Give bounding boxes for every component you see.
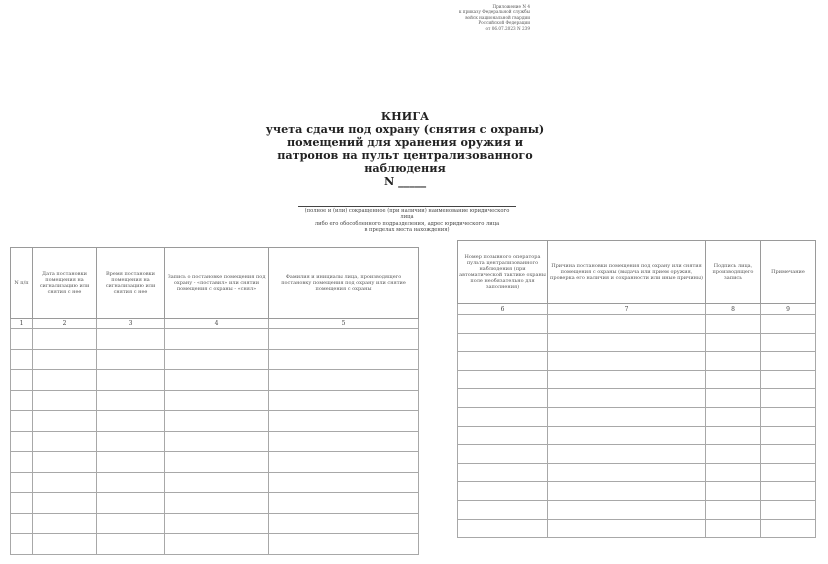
table-cell[interactable]	[548, 519, 706, 538]
table-row	[458, 370, 816, 389]
table-row	[11, 390, 419, 411]
title-line: N _____	[383, 174, 427, 188]
document-title	[260, 110, 550, 188]
table-cell[interactable]	[97, 329, 165, 350]
column-number: 6	[458, 304, 548, 315]
column-number-row	[11, 319, 419, 329]
column-number: 4	[165, 319, 269, 329]
table-row	[458, 482, 816, 501]
table-cell[interactable]	[548, 500, 706, 519]
table-cell[interactable]	[165, 431, 269, 452]
table-header-row	[11, 248, 419, 319]
table-cell[interactable]	[761, 463, 816, 482]
table-cell[interactable]	[706, 426, 761, 445]
table-cell[interactable]	[33, 431, 97, 452]
appendix-line: войск национальной гвардии	[465, 14, 530, 20]
column-header-reason: Причина постановки помещения под охрану или снятия помещения с охраны (выдача или прием оружия, проверка его наличия и сохранности или иные причины)	[548, 241, 706, 304]
table-cell[interactable]	[33, 329, 97, 350]
table-cell[interactable]	[33, 472, 97, 493]
table-cell[interactable]	[458, 426, 548, 445]
table-cell[interactable]	[165, 452, 269, 473]
table-cell[interactable]	[269, 431, 419, 452]
column-number: 5	[269, 319, 419, 329]
table-row	[458, 333, 816, 352]
table-row	[11, 431, 419, 452]
table-row	[458, 315, 816, 334]
table-cell[interactable]	[11, 411, 33, 432]
table-cell[interactable]	[269, 472, 419, 493]
title-line: учета сдачи под охрану (снятия с охраны)	[265, 122, 545, 136]
table-cell[interactable]	[165, 472, 269, 493]
table-cell[interactable]	[706, 352, 761, 371]
column-number: 2	[33, 319, 97, 329]
table-row	[11, 493, 419, 514]
caption-line: (полное и (или) сокращенное (при наличии) наименование юридического лица	[304, 208, 510, 221]
table-cell[interactable]	[706, 315, 761, 334]
title-line: наблюдения	[364, 161, 446, 175]
table-cell[interactable]	[11, 329, 33, 350]
appendix-line: Приложение N 4	[492, 4, 530, 9]
table-cell[interactable]	[33, 534, 97, 555]
table-cell[interactable]	[548, 463, 706, 482]
appendix-line: к приказу Федеральной службы	[458, 9, 530, 15]
column-header-record: Запись о постановке помещения под охрану - «поставил» или снятии помещения с охраны - «снял»	[165, 248, 269, 319]
table-cell[interactable]	[11, 472, 33, 493]
column-header-person: Фамилия и инициалы лица, производящего постановку помещения под охрану или снятие помещения с охраны	[269, 248, 419, 319]
table-row	[11, 329, 419, 350]
column-header-date: Дата постановки помещения на сигнализацию или снятия с нее	[33, 248, 97, 319]
table-cell[interactable]	[458, 370, 548, 389]
table-cell[interactable]	[548, 445, 706, 464]
table-header-row	[458, 241, 816, 304]
column-header-signature: Подпись лица, производящего запись	[706, 241, 761, 304]
table-cell[interactable]	[548, 370, 706, 389]
table-cell[interactable]	[165, 370, 269, 391]
table-cell[interactable]	[269, 411, 419, 432]
table-cell[interactable]	[11, 452, 33, 473]
table-cell[interactable]	[97, 534, 165, 555]
table-cell[interactable]	[548, 333, 706, 352]
column-number-row	[458, 304, 816, 315]
column-header-operator: Номер позывного оператора пульта централизованного наблюдения (при автоматической тактике охраны поле необязательно для заполнения)	[458, 241, 548, 304]
table-cell[interactable]	[761, 482, 816, 501]
table-row	[11, 534, 419, 555]
title-line: КНИГА	[380, 109, 430, 123]
table-cell[interactable]	[706, 407, 761, 426]
table-cell[interactable]	[706, 519, 761, 538]
table-cell[interactable]	[11, 493, 33, 514]
table-cell[interactable]	[458, 315, 548, 334]
table-cell[interactable]	[97, 370, 165, 391]
table-cell[interactable]	[33, 452, 97, 473]
table-cell[interactable]	[548, 482, 706, 501]
table-cell[interactable]	[97, 431, 165, 452]
title-line: патронов на пульт централизованного	[277, 148, 533, 162]
table-row	[458, 389, 816, 408]
table-cell[interactable]	[761, 333, 816, 352]
column-number: 9	[761, 304, 816, 315]
table-cell[interactable]	[97, 390, 165, 411]
table-cell[interactable]	[761, 370, 816, 389]
column-number: 3	[97, 319, 165, 329]
table-cell[interactable]	[761, 315, 816, 334]
appendix-line: Российской Федерации	[478, 20, 530, 26]
table-row	[458, 445, 816, 464]
table-row	[11, 411, 419, 432]
table-cell[interactable]	[11, 431, 33, 452]
table-cell[interactable]	[165, 493, 269, 514]
table-cell[interactable]	[97, 452, 165, 473]
table-cell[interactable]	[269, 534, 419, 555]
table-cell[interactable]	[458, 407, 548, 426]
column-header-note: Примечание	[761, 241, 816, 304]
table-cell[interactable]	[269, 493, 419, 514]
table-row	[11, 513, 419, 534]
caption-line: либо его обособленного подразделения, адрес юридического лица	[314, 220, 500, 227]
table-cell[interactable]	[33, 390, 97, 411]
table-cell[interactable]	[97, 349, 165, 370]
table-row	[458, 500, 816, 519]
table-cell[interactable]	[458, 482, 548, 501]
table-cell[interactable]	[33, 349, 97, 370]
table-cell[interactable]	[33, 513, 97, 534]
table-cell[interactable]	[761, 352, 816, 371]
table-cell[interactable]	[458, 352, 548, 371]
table-cell[interactable]	[548, 407, 706, 426]
table-cell[interactable]	[165, 329, 269, 350]
table-cell[interactable]	[548, 315, 706, 334]
table-cell[interactable]	[269, 452, 419, 473]
table-row	[11, 472, 419, 493]
column-number: 7	[548, 304, 706, 315]
table-cell[interactable]	[165, 349, 269, 370]
table-cell[interactable]	[165, 513, 269, 534]
table-cell[interactable]	[548, 352, 706, 371]
table-cell[interactable]	[458, 500, 548, 519]
table-cell[interactable]	[548, 426, 706, 445]
ledger-table-right	[457, 240, 816, 538]
table-cell[interactable]	[458, 389, 548, 408]
table-row	[458, 407, 816, 426]
ledger-table-left	[10, 247, 419, 555]
table-cell[interactable]	[761, 445, 816, 464]
column-number: 8	[706, 304, 761, 315]
table-row	[458, 426, 816, 445]
table-cell[interactable]	[761, 500, 816, 519]
table-cell[interactable]	[33, 411, 97, 432]
table-cell[interactable]	[269, 329, 419, 350]
table-cell[interactable]	[706, 389, 761, 408]
table-row	[11, 349, 419, 370]
table-row	[11, 370, 419, 391]
column-header-time: Время постановки помещения на сигнализацию или снятия с нее	[97, 248, 165, 319]
table-cell[interactable]	[269, 349, 419, 370]
table-cell[interactable]	[11, 370, 33, 391]
table-cell[interactable]	[761, 519, 816, 538]
table-cell[interactable]	[11, 534, 33, 555]
table-cell[interactable]	[706, 463, 761, 482]
table-cell[interactable]	[97, 411, 165, 432]
table-row	[458, 352, 816, 371]
column-number: 1	[11, 319, 33, 329]
table-row	[11, 452, 419, 473]
table-cell[interactable]	[33, 370, 97, 391]
table-cell[interactable]	[33, 493, 97, 514]
table-cell[interactable]	[165, 534, 269, 555]
table-cell[interactable]	[458, 463, 548, 482]
column-header-number: N п/п	[11, 248, 33, 319]
table-cell[interactable]	[761, 407, 816, 426]
appendix-line: от 06.07.2023 N 239	[485, 25, 530, 31]
title-line: помещений для хранения оружия и	[286, 135, 524, 149]
table-cell[interactable]	[97, 513, 165, 534]
table-cell[interactable]	[11, 390, 33, 411]
table-cell[interactable]	[269, 390, 419, 411]
table-cell[interactable]	[706, 482, 761, 501]
caption-line: в пределах места нахождения)	[364, 227, 450, 234]
table-cell[interactable]	[165, 411, 269, 432]
table-cell[interactable]	[548, 389, 706, 408]
table-row	[458, 519, 816, 538]
table-cell[interactable]	[269, 513, 419, 534]
table-cell[interactable]	[11, 513, 33, 534]
organization-caption	[298, 208, 516, 234]
table-cell[interactable]	[706, 333, 761, 352]
table-cell[interactable]	[706, 370, 761, 389]
table-cell[interactable]	[11, 349, 33, 370]
table-cell[interactable]	[165, 390, 269, 411]
table-cell[interactable]	[761, 426, 816, 445]
table-cell[interactable]	[706, 445, 761, 464]
table-cell[interactable]	[269, 370, 419, 391]
table-cell[interactable]	[458, 519, 548, 538]
organization-name-line	[298, 206, 516, 207]
table-cell[interactable]	[458, 333, 548, 352]
table-cell[interactable]	[706, 500, 761, 519]
table-cell[interactable]	[458, 445, 548, 464]
table-cell[interactable]	[97, 493, 165, 514]
appendix-reference	[440, 4, 530, 31]
table-row	[458, 463, 816, 482]
table-cell[interactable]	[97, 472, 165, 493]
table-cell[interactable]	[761, 389, 816, 408]
